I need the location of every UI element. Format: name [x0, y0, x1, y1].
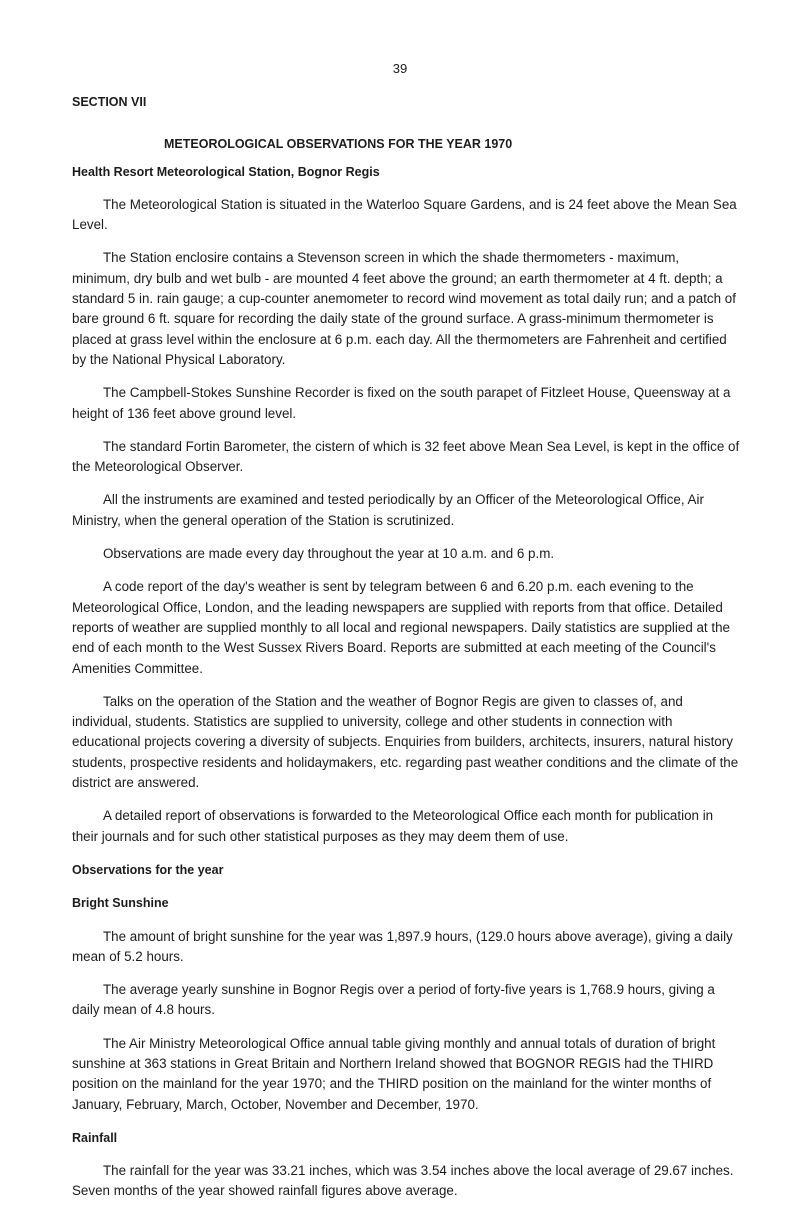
- paragraph-sunshine-recorder: The Campbell-Stokes Sunshine Recorder is fixed on the south parapet of Fitzleet House, Queensway at a height of 136 feet above ground level.: [72, 385, 731, 421]
- page-number: 39: [392, 61, 408, 76]
- paragraph-sunshine-average: The average yearly sunshine in Bognor Regis over a period of forty-five years is 1,768.9 hours, giving a daily mean of 4.8 hours.: [72, 982, 715, 1018]
- page-title: METEOROLOGICAL OBSERVATIONS FOR THE YEAR 1970: [164, 137, 513, 152]
- paragraph-talks: Talks on the operation of the Station and the weather of Bognor Regis are given to classes of, and individual, students. Statistics are supplied to university, college and other students in connection with educational projects covering a diversity of subjects. Enquiries from builders, architects, insurers, natural history students, prospective residents and holidaymakers, etc. regarding past weather conditions and the climate of the district are answered.: [72, 693, 739, 791]
- observations-heading: Observations for the year: [72, 862, 224, 877]
- paragraph-code-report: A code report of the day's weather is sent by telegram between 6 and 6.20 p.m. each evening to the Meteorological Office, London, and the leading newspapers are supplied with reports from that office. Detailed reports of weather are supplied monthly to all local and regional newspapers. Daily statistics are supplied at the end of each month to the West Sussex Rivers Board. Reports are submitted at each meeting of the Council's Amenities Committee.: [72, 579, 730, 676]
- paragraph-sunshine-ranking: The Air Ministry Meteorological Office annual table giving monthly and annual totals of duration of bright sunshine at 363 stations in Great Britain and Northern Ireland showed that BOGNOR REGIS had the THIRD position on the mainland for the year 1970; and the THIRD position on the mainland for the winter months of January, February, March, October, November and December, 1970.: [72, 1035, 716, 1112]
- paragraph-instrument-testing: All the instruments are examined and tested periodically by an Officer of the Meteorological Office, Air Ministry, when the general operation of the Station is scrutinized.: [72, 492, 704, 528]
- paragraph-rainfall-amount: The rainfall for the year was 33.21 inches, which was 3.54 inches above the local average of 29.67 inches. Seven months of the year showed rainfall figures above average.: [72, 1163, 734, 1199]
- paragraph-station-enclosure: The Station enclosire contains a Stevenson screen in which the shade thermometers - maximum, minimum, dry bulb and wet bulb - are mounted 4 feet above the ground; an earth thermometer at 4 ft. depth; a standard 5 in. rain gauge; a cup-counter anemometer to record wind movement as total daily run; and a patch of bare ground 6 ft. square for recording the daily state of the ground surface. A grass-minimum thermometer is placed at grass level within the enclosure at 6 p.m. each day. All the thermometers are Fahrenheit and certified by the National Physical Laboratory.: [72, 250, 736, 367]
- paragraph-station-location: The Meteorological Station is situated in the Waterloo Square Gardens, and is 24 feet above the Mean Sea Level.: [72, 196, 737, 233]
- section-label: SECTION VII: [72, 95, 147, 109]
- rainfall-heading: Rainfall: [72, 1130, 118, 1145]
- paragraph-observation-times: Observations are made every day throughout the year at 10 a.m. and 6 p.m.: [103, 546, 555, 562]
- paragraph-barometer: The standard Fortin Barometer, the cistern of which is 32 feet above Mean Sea Level, is kept in the office of the Meteorological Observer.: [72, 438, 740, 475]
- paragraph-sunshine-amount: The amount of bright sunshine for the year was 1,897.9 hours, (129.0 hours above average), giving a daily mean of 5.2 hours.: [72, 928, 733, 964]
- document-body: [72, 92, 740, 1215]
- paragraph-detailed-report: A detailed report of observations is forwarded to the Meteorological Office each month for publication in their journals and for such other statistical purposes as they may deem them of use.: [72, 808, 714, 844]
- sunshine-heading: Bright Sunshine: [72, 896, 169, 911]
- station-heading: Health Resort Meteorological Station, Bognor Regis: [72, 164, 380, 179]
